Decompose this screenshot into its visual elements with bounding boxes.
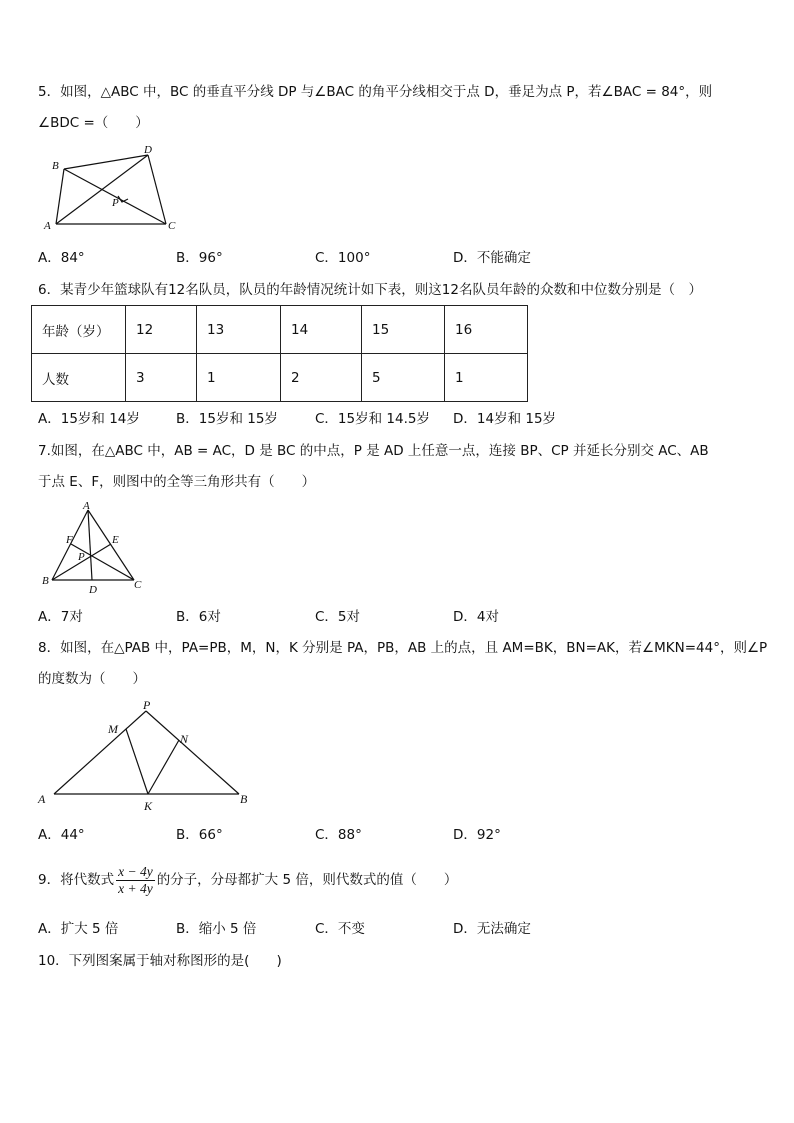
q7-label-p: P [78,551,85,563]
q5-label-a: A [44,220,51,232]
table-cell: 15 [362,306,445,354]
q7-label-f: F [66,534,73,546]
q9-option-c[interactable]: C．不变 [315,921,365,937]
q7-option-a[interactable]: A．7对 [38,609,83,625]
table-cell: 12 [126,306,197,354]
q5-stem-line1: 5．如图，△ABC 中，BC 的垂直平分线 DP 与∠BAC 的角平分线相交于点 D，垂足为点 P，若∠BAC = 84°，则 [38,84,713,100]
q7-label-b: B [42,575,49,587]
table-row [32,306,528,354]
q7-option-c[interactable]: C．5对 [315,609,361,625]
q6-option-a[interactable]: A．15岁和 14岁 [38,411,140,427]
q5-label-c: C [168,220,176,232]
q8-label-p: P [143,698,151,712]
q5-option-a[interactable]: A．84° [38,250,85,266]
q8-stem-line1: 8．如图，在△PAB 中，PA=PB，M，N，K 分别是 PA，PB，AB 上的点，且 AM=BK，BN=AK，若∠MKN=44°，则∠P [38,640,768,656]
table-cell: 3 [126,354,197,402]
q7-label-a: A [83,500,90,512]
q10-stem: 10．下列图案属于轴对称图形的是( ) [38,953,282,969]
q8-stem-line2: 的度数为（ ） [38,671,146,687]
q5-label-p: P [112,197,119,209]
q6-age-table [31,305,528,402]
table-cell: 5 [362,354,445,402]
q9-stem-prefix: 9．将代数式 [38,872,115,888]
q7-stem-line1: 7.如图，在△ABC 中，AB = AC，D 是 BC 的中点，P 是 AD 上任意一点，连接 BP、CP 并延长分别交 AC、AB [38,443,709,459]
q5-figure [36,143,186,235]
q8-option-d[interactable]: D．92° [453,827,501,843]
q9-stem-suffix: 的分子，分母都扩大 5 倍，则代数式的值（ ） [156,872,458,888]
table-cell: 年龄（岁） [32,306,126,354]
q7-label-c: C [134,579,142,591]
q9-option-a[interactable]: A．扩大 5 倍 [38,921,119,937]
q9-option-d[interactable]: D．无法确定 [453,921,531,937]
q8-option-a[interactable]: A．44° [38,827,85,843]
q9-fraction [116,864,155,897]
table-cell: 2 [281,354,362,402]
q5-label-d: D [144,144,152,156]
q5-option-d[interactable]: D．不能确定 [453,250,531,266]
q5-option-b[interactable]: B．96° [176,250,223,266]
q7-label-d: D [89,584,97,596]
q6-stem: 6．某青少年篮球队有12名队员，队员的年龄情况统计如下表，则这12名队员年龄的众数和中位数分别是（ ） [38,282,702,298]
table-cell: 1 [445,354,528,402]
q9-denominator: x + 4y [118,880,153,896]
q7-stem-line2: 于点 E、F，则图中的全等三角形共有（ ） [38,474,316,490]
q8-label-a: A [38,792,46,806]
q8-option-b[interactable]: B．66° [176,827,223,843]
q9-stem [38,860,457,900]
table-cell: 13 [197,306,281,354]
q7-label-e: E [112,534,119,546]
q5-stem-line2: ∠BDC =（ ） [38,115,149,131]
q9-numerator: x − 4y [118,863,153,879]
q7-option-d[interactable]: D．4对 [453,609,499,625]
q7-option-b[interactable]: B．6对 [176,609,221,625]
q5-option-c[interactable]: C．100° [315,250,371,266]
q8-label-m: M [108,722,118,736]
table-row [32,354,528,402]
q8-label-n: N [180,732,189,746]
q6-option-c[interactable]: C．15岁和 14.5岁 [315,411,430,427]
q6-option-b[interactable]: B．15岁和 15岁 [176,411,278,427]
q8-label-k: K [144,799,153,813]
table-cell: 1 [197,354,281,402]
q8-label-b: B [240,792,248,806]
q8-option-c[interactable]: C．88° [315,827,362,843]
q7-figure [36,500,148,596]
q6-option-d[interactable]: D．14岁和 15岁 [453,411,557,427]
table-cell: 14 [281,306,362,354]
q5-label-b: B [52,160,59,172]
q9-option-b[interactable]: B．缩小 5 倍 [176,921,257,937]
q8-figure [34,697,256,817]
table-cell: 16 [445,306,528,354]
table-cell: 人数 [32,354,126,402]
